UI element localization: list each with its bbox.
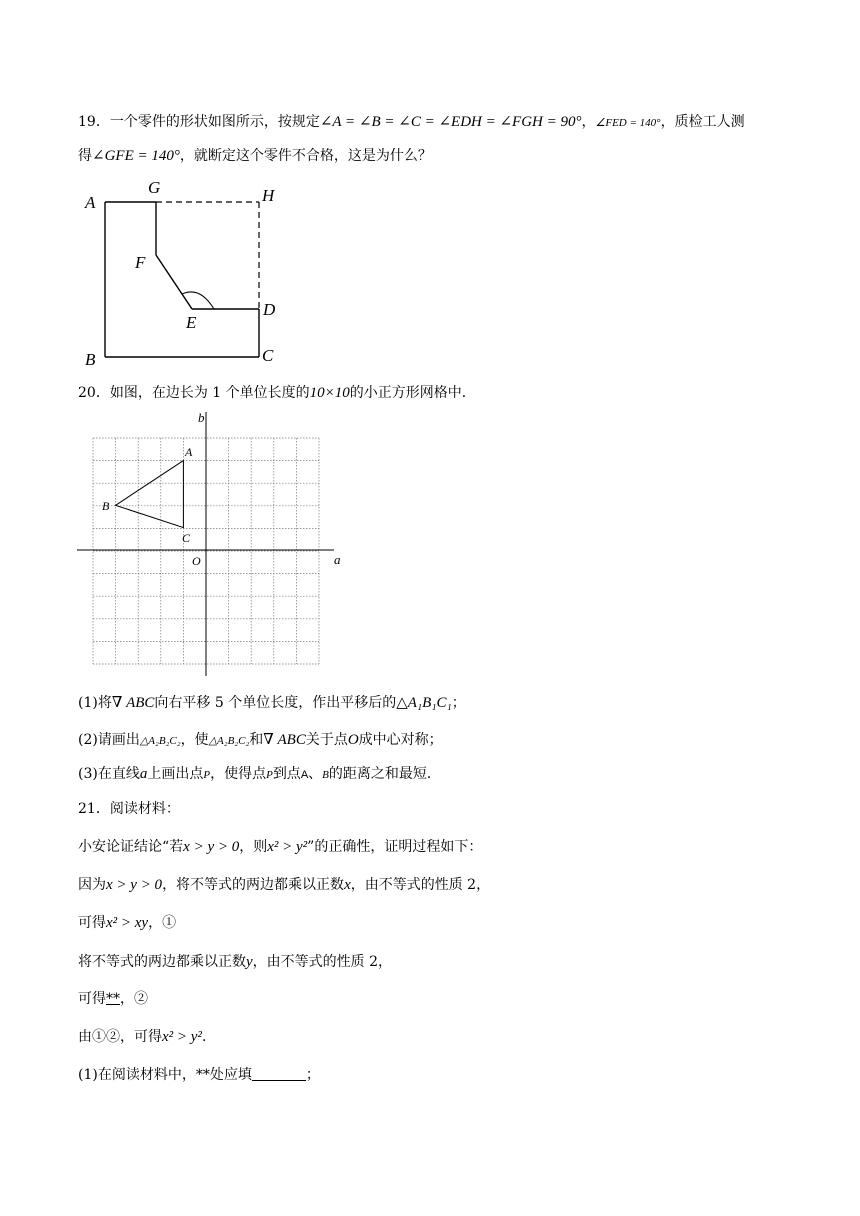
label-A2: A xyxy=(185,445,193,459)
q19-measure: ∠GFE = 140° xyxy=(92,148,180,164)
q21-line1: 小安论证结论“若x > y > 0，则x² > y²”的正确性，证明过程如下： xyxy=(78,839,483,855)
q21-answer-blank: ** xyxy=(106,991,120,1007)
label-A: A xyxy=(85,193,96,212)
triangle-abc xyxy=(116,461,184,528)
label-C: C xyxy=(262,346,274,365)
q20-grid-size: 10×10 xyxy=(309,385,350,401)
axis-label-a: a xyxy=(334,552,341,567)
label-F: F xyxy=(135,253,146,272)
label-B2: B xyxy=(102,499,110,513)
q20-line1: 20．如图，在边长为 1 个单位长度的10×10的小正方形网格中． xyxy=(78,385,476,401)
q21-line4: 将不等式的两边都乘以正数y，由不等式的性质 2， xyxy=(78,954,393,970)
q21-fill-blank xyxy=(252,1066,306,1081)
label-H: H xyxy=(262,186,275,205)
q19-line1: 19．一个零件的形状如图所示，按规定∠A = ∠B = ∠C = ∠EDH = ∠FGH = 90°，∠FED = 140°，质检工人测 xyxy=(78,114,745,130)
q19-condition: ∠A = ∠B = ∠C = ∠EDH = ∠FGH = 90° xyxy=(319,114,582,130)
q19-part-figure xyxy=(80,178,300,368)
q19-line2: 得∠GFE = 140°，就断定这个零件不合格，这是为什么？ xyxy=(78,148,432,164)
q19-condition2: ∠FED = 140° xyxy=(595,117,661,129)
q21-sub1: (1)在阅读材料中，**处应填 ； xyxy=(78,1067,320,1083)
q20-sub2: (2)请画出△A₂B₂C₂，使△A₂B₂C₂和∇ ABC关于点O成中心对称； xyxy=(78,732,443,748)
label-B: B xyxy=(85,350,96,368)
label-D: D xyxy=(263,300,276,319)
label-G: G xyxy=(148,178,161,197)
q21-line3: 可得x² > xy，① xyxy=(78,915,177,931)
q21-title: 21．阅读材料： xyxy=(78,801,180,817)
q21-line6: 由①②，可得x² > y²． xyxy=(78,1029,216,1045)
q21-line5: 可得**，② xyxy=(78,991,148,1007)
q20-sub1: (1)将∇ ABC向右平移 5 个单位长度，作出平移后的△A₁B₁C₁； xyxy=(78,695,466,711)
q21-line2: 因为x > y > 0，将不等式的两边都乘以正数x，由不等式的性质 2， xyxy=(78,877,491,893)
label-E: E xyxy=(186,313,197,332)
label-O: O xyxy=(192,554,201,568)
label-C2: C xyxy=(182,531,191,545)
part-outline xyxy=(80,178,81,179)
axis-label-b: b xyxy=(198,410,205,425)
q20-sub3: (3)在直线a上画出点P，使得点P到点A、B的距离之和最短． xyxy=(78,766,441,782)
q20-grid-figure xyxy=(72,408,362,678)
